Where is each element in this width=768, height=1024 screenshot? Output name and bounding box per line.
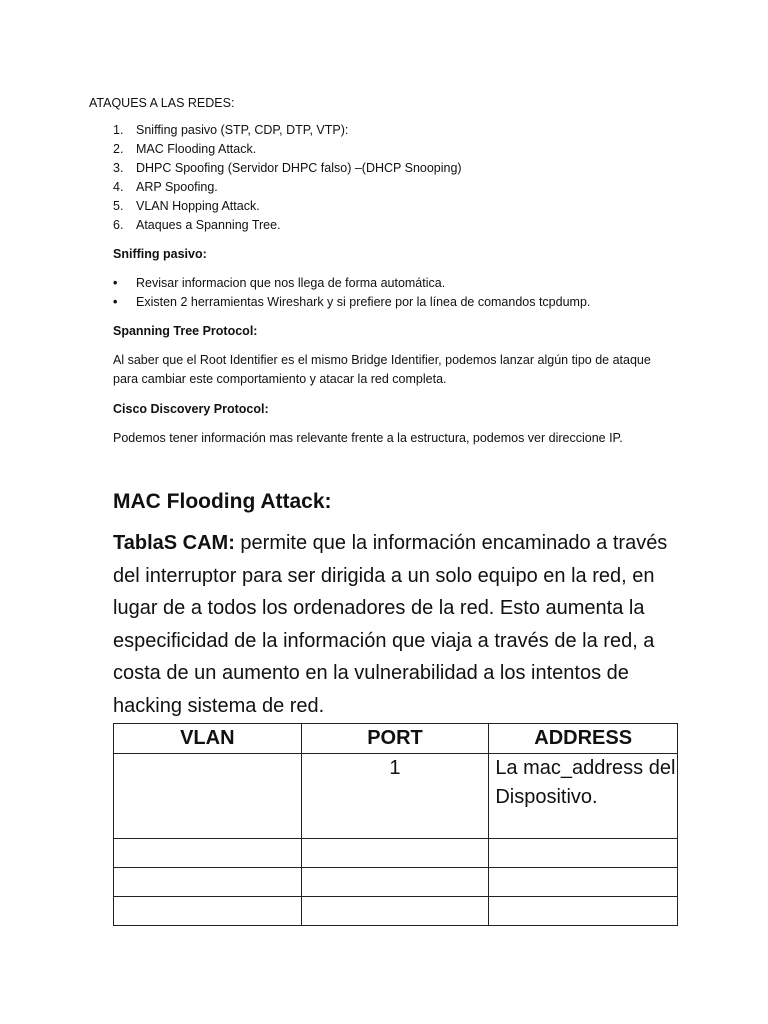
cam-table bbox=[113, 723, 678, 926]
sniffing-bullets bbox=[113, 274, 590, 312]
list-item: • Revisar informacion que nos llega de forma automática. bbox=[113, 276, 446, 290]
cam-tables-text: permite que la información encaminado a través del interruptor para ser dirigida a un solo equipo en la red, en lugar de a todos los ordenadores de la red. Esto aumenta la especificidad de la información que viaja a través de la red, a costa de un aumento en la vulnerabilidad a los intentos de hacking sistema de red. bbox=[113, 532, 668, 717]
list-item: 6. Ataques a Spanning Tree. bbox=[113, 218, 281, 232]
cell-address: La mac_address del Dispositivo. bbox=[489, 754, 678, 839]
header-address: ADDRESS bbox=[489, 724, 678, 754]
table-row bbox=[114, 897, 678, 926]
list-item: 3. DHPC Spoofing (Servidor DHPC falso) –(DHCP Snooping) bbox=[113, 161, 462, 175]
list-item: 1. Sniffing pasivo (STP, CDP, DTP, VTP): bbox=[113, 123, 349, 137]
header-port: PORT bbox=[301, 724, 489, 754]
list-item: 2. MAC Flooding Attack. bbox=[113, 142, 257, 156]
cell-vlan bbox=[114, 754, 302, 839]
mac-flooding-heading: MAC Flooding Attack: bbox=[113, 490, 332, 513]
table-row bbox=[114, 868, 678, 897]
list-item: 5. VLAN Hopping Attack. bbox=[113, 199, 260, 213]
table-row bbox=[114, 754, 678, 839]
document-title: ATAQUES A LAS REDES: bbox=[89, 96, 235, 110]
cam-tables-paragraph bbox=[113, 527, 683, 722]
cdp-heading: Cisco Discovery Protocol: bbox=[113, 402, 269, 416]
stp-heading: Spanning Tree Protocol: bbox=[113, 324, 258, 338]
header-vlan: VLAN bbox=[114, 724, 302, 754]
list-item: 4. ARP Spoofing. bbox=[113, 180, 218, 194]
cdp-paragraph: Podemos tener información mas relevante frente a la estructura, podemos ver direccione IP. bbox=[113, 431, 623, 445]
attack-list bbox=[113, 121, 462, 235]
table-header-row bbox=[114, 724, 678, 754]
cell-port: 1 bbox=[301, 754, 489, 839]
list-item: • Existen 2 herramientas Wireshark y si prefiere por la línea de comandos tcpdump. bbox=[113, 295, 591, 309]
stp-paragraph: Al saber que el Root Identifier es el mismo Bridge Identifier, podemos lanzar algún tipo de ataque para cambiar este comportamiento y atacar la red completa. bbox=[113, 353, 651, 386]
cam-tables-lead: TablaS CAM: bbox=[113, 532, 235, 554]
table-row bbox=[114, 839, 678, 868]
sniffing-heading: Sniffing pasivo: bbox=[113, 247, 207, 261]
